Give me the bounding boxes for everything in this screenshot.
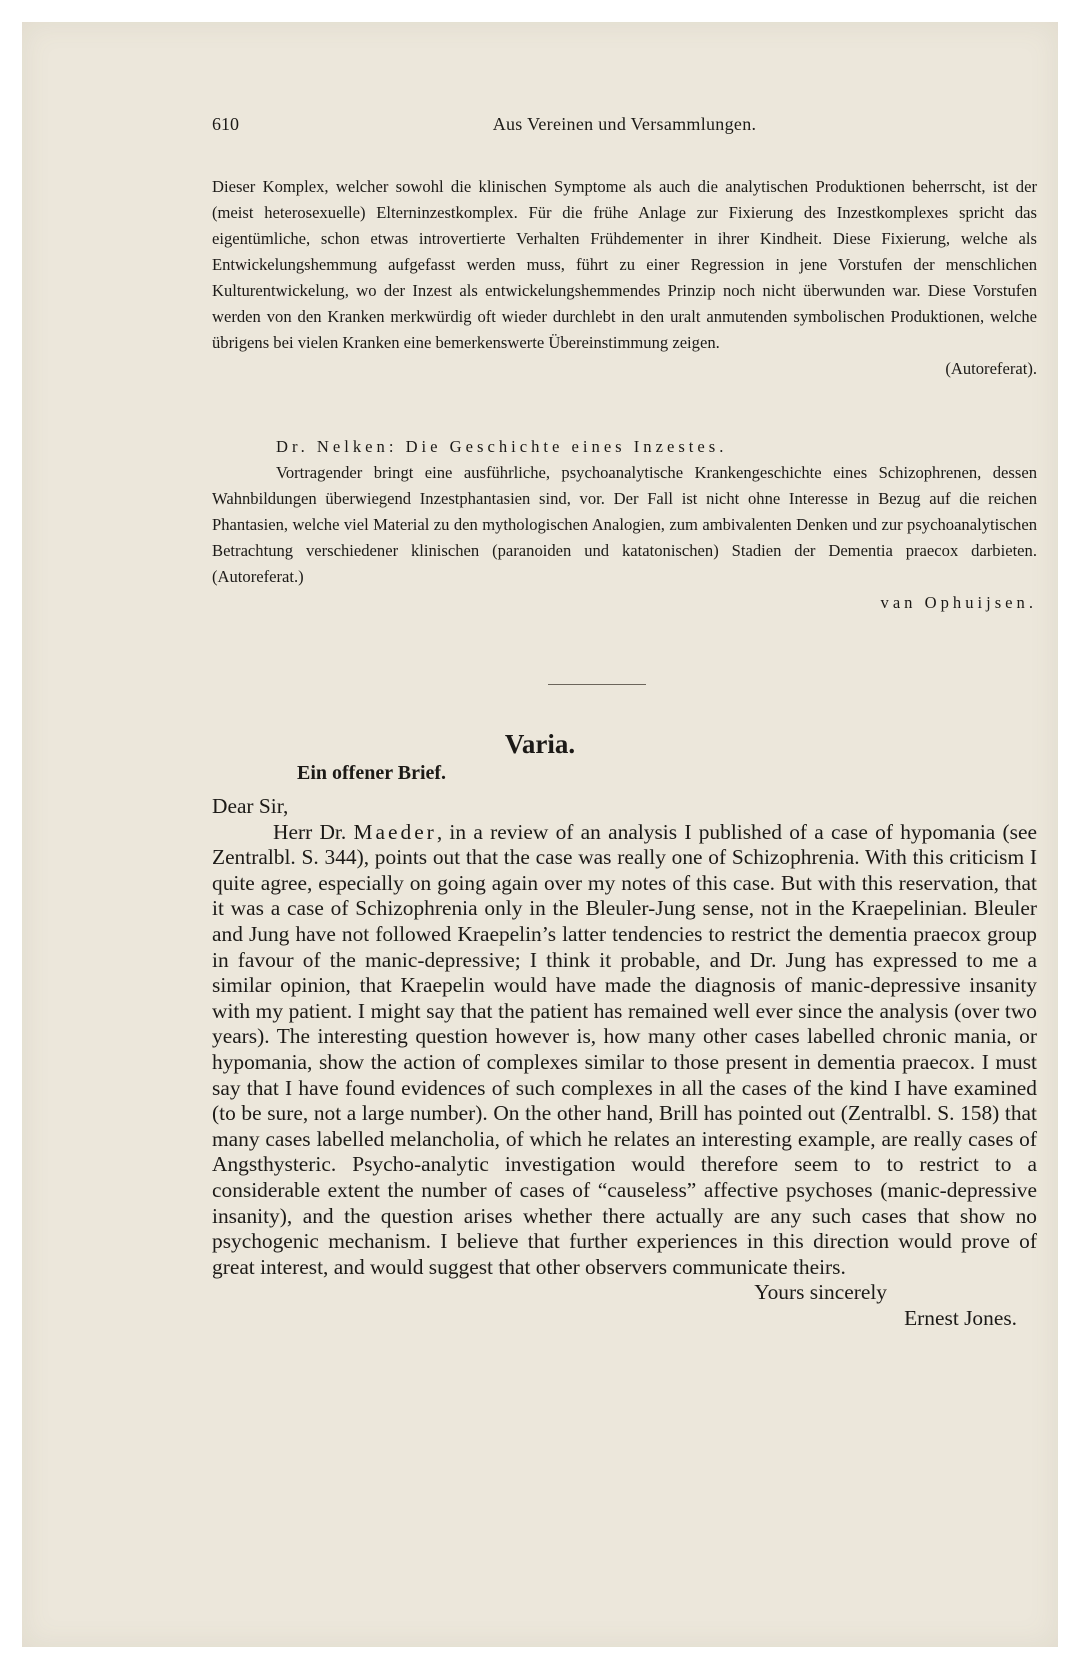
paragraph-inzestkomplex: Dieser Komplex, welcher sowohl die klinischen Symptome als auch die analytischen Produktionen beherrscht, ist der (meist heterosexuelle) Elterninzestkomplex. Für die frühe Anlage zur Fixierung des Inzestkomplexes spricht das eigentümliche, schon etwas introvertierte Verhalten Frühdementer in ihrer Kindheit. Diese Fixierung, welche als Entwickelungshemmung aufgefasst werden muss, führt zu einer Regression in jene Vorstufen der menschlichen Kulturentwickelung, wo der Inzest als entwickelungshemmendes Prinzip noch nicht überwunden war. Diese Vorstufen werden von den Kranken merkwürdig oft wieder durchlebt in den uralt anmutenden symbolischen Produktionen, welche übrigens bei vielen Kranken eine bemerkenswerte Übereinstimmung zeigen.	[212, 177, 1037, 352]
lecture-signature: van Ophuijsen.	[880, 593, 1037, 612]
lecture-paragraph: Vortragender bringt eine ausführliche, psychoanalytische Krankengeschichte eines Schizophrenen, dessen Wahnbildungen überwiegend Inzestphantasien sind, vor. Der Fall ist nicht ohne Interesse in Bezug auf die reichen Phantasien, welche viel Material zu den mythologischen Analogien, zum ambivalenten Denken und zur psychoanalytischen Betrachtung verschiedener klinischen (paranoiden und katatonischen) Stadien der Dementia praecox darbieten. (Autoreferat.)	[212, 463, 1037, 586]
varia-heading: Varia.	[504, 729, 576, 759]
letter-salutation: Dear Sir,	[212, 794, 289, 818]
running-title: Aus Vereinen und Versammlungen.	[492, 114, 757, 134]
letter-body: Herr Dr. Maeder, in a review of an analysis I published of a case of hypomania (see Zentralbl. S. 344), points out that the case was really one of Schizophrenia. With this criticism I quite agree, especially on going again over my notes of this case. But with this reservation, that it was a case of Schizophrenia only in the Bleuler-Jung sense, not in the Kraepelinian. Bleuler and Jung have not followed Kraepelin’s latter tendencies to restrict the dementia praecox group in favour of the manic-depressive; I think it probable, and Dr. Jung has expressed to me a similar opinion, that Kraepelin would have made the diagnosis of manic-depressive insanity with my patient. I might say that the patient has remained well ever since the analysis (over two years). The interesting question however is, how many other cases labelled chronic mania, or hypomania, show the action of complexes similar to those present in dementia praecox. I must say that I have found evidences of such complexes in all the cases of the kind I have examined (to be sure, not a large number). On the other hand, Brill has pointed out (Zentralbl. S. 158) that many cases labelled melancholia, of which he relates an interesting example, are really cases of Angsthysteric. Psycho-analytic investigation would therefore seem to to restrict to a considerable extent the number of cases of “causeless” affective psychoses (manic-depressive insanity), and the question arises whether there actually are any such cases that show no psychogenic mechanism. I believe that further experiences in this direction would prove of great interest, and would suggest that other observers communicate theirs.	[212, 819, 1037, 1279]
autoreferat-label: (Autoreferat).	[945, 359, 1037, 378]
letter-closing: Yours sincerely	[754, 1280, 887, 1305]
lecture-heading: Dr. Nelken: Die Geschichte eines Inzestes.	[276, 437, 728, 456]
section-divider	[548, 684, 646, 685]
page-number: 610	[212, 114, 239, 134]
letter-title: Ein offener Brief.	[297, 762, 447, 784]
letter-signature: Ernest Jones.	[904, 1305, 1017, 1330]
open-letter	[212, 794, 1037, 1331]
page-header	[212, 114, 1037, 140]
book-page	[22, 22, 1058, 1647]
section-nelken	[212, 434, 1037, 616]
section-autoreferat-1	[212, 174, 1037, 382]
